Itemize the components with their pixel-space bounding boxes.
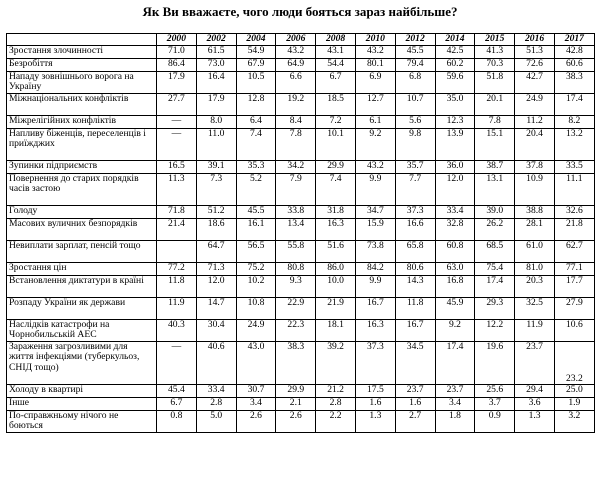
table-row [7,46,595,59]
table-row [7,385,595,398]
value-cell: 7.4 [236,129,276,161]
value-cell: 8.2 [554,116,594,129]
value-cell: 21.9 [316,298,356,320]
value-cell: 29.3 [475,298,515,320]
value-cell: 32.6 [554,206,594,219]
row-label: Інше [7,398,157,411]
row-label: Розпаду України як держави [7,298,157,320]
value-cell: 16.6 [395,219,435,241]
value-cell: 17.4 [554,94,594,116]
value-cell: 37.3 [355,342,395,385]
value-cell: 17.4 [435,342,475,385]
value-cell: 9.8 [395,129,435,161]
value-cell: 5.0 [196,411,236,433]
row-label: По-справжньому нічого не боються [7,411,157,433]
value-cell: 1.3 [515,411,555,433]
row-label: Напливу біженців, переселенців і приїжджих [7,129,157,161]
value-cell: 65.8 [395,241,435,263]
value-cell: 29.9 [276,385,316,398]
value-cell: 1.6 [355,398,395,411]
value-cell: 24.9 [236,320,276,342]
value-cell: 19.2 [276,94,316,116]
value-cell: 27.9 [554,298,594,320]
value-cell: 60.6 [554,59,594,72]
value-cell: 3.2 [554,411,594,433]
value-cell: 17.5 [355,385,395,398]
value-cell: 6.4 [236,116,276,129]
value-cell: 51.6 [316,241,356,263]
value-cell: 11.0 [196,129,236,161]
value-cell: 7.8 [276,129,316,161]
value-cell: 84.2 [355,263,395,276]
value-cell: 56.5 [236,241,276,263]
value-cell: 34.7 [355,206,395,219]
value-cell: 12.0 [435,174,475,206]
value-cell: 43.0 [236,342,276,385]
value-cell: 7.4 [316,174,356,206]
row-label: Зростання злочинності [7,46,157,59]
value-cell: 11.2 [515,116,555,129]
table-row [7,174,595,206]
table-row [7,116,595,129]
row-label: Голоду [7,206,157,219]
value-cell: 20.4 [515,129,555,161]
value-cell: 13.4 [276,219,316,241]
value-cell: 72.6 [515,59,555,72]
value-cell: 33.4 [435,206,475,219]
value-cell: 11.8 [395,298,435,320]
value-cell: 38.3 [554,72,594,94]
value-cell: 79.4 [395,59,435,72]
table-row [7,298,595,320]
value-cell: 75.4 [475,263,515,276]
value-cell: 11.1 [554,174,594,206]
value-cell: 10.6 [554,320,594,342]
value-cell: 6.7 [157,398,197,411]
value-cell: 15.1 [475,129,515,161]
year-header: 2012 [395,34,435,46]
value-cell: 34.2 [276,161,316,174]
year-header: 2000 [157,34,197,46]
table-row [7,241,595,263]
value-cell: — [157,129,197,161]
value-cell: 16.7 [395,320,435,342]
table-header-row [7,34,595,46]
value-cell: 60.8 [435,241,475,263]
value-cell: 54.4 [316,59,356,72]
value-cell: 2.7 [395,411,435,433]
value-cell: 22.3 [276,320,316,342]
value-cell: 42.5 [435,46,475,59]
value-cell: 5.6 [395,116,435,129]
value-cell: 2.8 [196,398,236,411]
row-label: Зупинки підприємств [7,161,157,174]
value-cell: 86.0 [316,263,356,276]
value-cell: 16.3 [355,320,395,342]
value-cell: 6.6 [276,72,316,94]
value-cell: 40.6 [196,342,236,385]
year-header: 2016 [515,34,555,46]
value-cell: 21.4 [157,219,197,241]
value-cell: 7.2 [316,116,356,129]
value-cell: 17.7 [554,276,594,298]
row-label: Безробіття [7,59,157,72]
value-cell: 3.4 [435,398,475,411]
value-cell: 80.6 [395,263,435,276]
value-cell: 43.1 [316,46,356,59]
value-cell: 2.6 [276,411,316,433]
row-label: Міжрелігійних конфліктів [7,116,157,129]
value-cell: 51.8 [475,72,515,94]
table-row [7,342,595,385]
value-cell: 33.8 [276,206,316,219]
value-cell: 14.7 [196,298,236,320]
value-cell: 13.1 [475,174,515,206]
table-row [7,129,595,161]
value-cell: 6.1 [355,116,395,129]
value-cell: 29.4 [515,385,555,398]
value-cell: 9.2 [355,129,395,161]
value-cell: 45.5 [395,46,435,59]
value-cell: 33.5 [554,161,594,174]
row-label: Холоду в квартирі [7,385,157,398]
value-cell: 3.6 [515,398,555,411]
value-cell: 70.3 [475,59,515,72]
value-cell: 21.8 [554,219,594,241]
value-cell: 11.3 [157,174,197,206]
value-cell: 73.8 [355,241,395,263]
value-cell: 21.2 [316,385,356,398]
value-cell: 10.0 [316,276,356,298]
value-cell: 17.9 [157,72,197,94]
value-cell: 41.3 [475,46,515,59]
value-cell: 67.9 [236,59,276,72]
value-cell: 1.8 [435,411,475,433]
value-cell: 32.8 [435,219,475,241]
value-cell: 1.9 [554,398,594,411]
table-row [7,411,595,433]
value-cell: 2.1 [276,398,316,411]
value-cell: 39.2 [316,342,356,385]
value-cell: 34.5 [395,342,435,385]
row-label: Міжнаціональних конфліктів [7,94,157,116]
value-cell: 24.9 [515,94,555,116]
page-title: Як Ви вважаєте, чого люди бояться зараз найбільше? [142,4,458,19]
value-cell: 16.7 [355,298,395,320]
value-cell: 42.8 [554,46,594,59]
value-cell: 71.0 [157,46,197,59]
year-header: 2004 [236,34,276,46]
value-cell: 55.8 [276,241,316,263]
value-cell: 28.1 [515,219,555,241]
value-cell: 7.3 [196,174,236,206]
value-cell: 25.6 [475,385,515,398]
table-row [7,59,595,72]
value-cell: 51.2 [196,206,236,219]
value-cell: 86.4 [157,59,197,72]
value-cell: 73.0 [196,59,236,72]
value-cell: 6.9 [355,72,395,94]
value-cell: 43.2 [355,46,395,59]
value-cell: 38.8 [515,206,555,219]
value-cell: 16.5 [157,161,197,174]
value-cell: 75.2 [236,263,276,276]
year-header: 2006 [276,34,316,46]
value-cell: 30.7 [236,385,276,398]
value-cell: 11.9 [157,298,197,320]
value-cell: 80.1 [355,59,395,72]
value-cell: 3.4 [236,398,276,411]
year-header: 2010 [355,34,395,46]
value-cell: 17.9 [196,94,236,116]
value-cell: 35.7 [395,161,435,174]
row-label: Зараження загрозливими для життя інфекціями (туберкульоз, СНІД тощо) [7,342,157,385]
value-cell: 9.9 [355,174,395,206]
value-cell: 0.9 [475,411,515,433]
value-cell: 12.7 [355,94,395,116]
table-row [7,94,595,116]
header-corner-cell [7,34,157,46]
value-cell: 42.7 [515,72,555,94]
value-cell: 45.4 [157,385,197,398]
year-header: 2014 [435,34,475,46]
value-cell: 6.7 [316,72,356,94]
year-header: 2017 [554,34,594,46]
value-cell: 38.3 [276,342,316,385]
value-cell: 77.2 [157,263,197,276]
table-row [7,263,595,276]
value-cell: 45.5 [236,206,276,219]
value-cell: 13.2 [554,129,594,161]
value-cell: 64.9 [276,59,316,72]
value-cell: 37.3 [395,206,435,219]
row-label: Нападу зовнішнього ворога на Україну [7,72,157,94]
value-cell: 18.6 [196,219,236,241]
value-cell: 18.1 [316,320,356,342]
value-cell: 9.9 [355,276,395,298]
value-cell: 40.3 [157,320,197,342]
value-cell: — [157,116,197,129]
value-cell: 23.7 [515,342,555,385]
table-row [7,398,595,411]
value-cell: 51.3 [515,46,555,59]
value-cell: 23.2 [554,342,594,385]
value-cell: 16.4 [196,72,236,94]
value-cell: 54.9 [236,46,276,59]
fears-table [6,33,595,433]
value-cell: 0.8 [157,411,197,433]
value-cell: 23.7 [395,385,435,398]
value-cell: 30.4 [196,320,236,342]
value-cell: 20.3 [515,276,555,298]
value-cell: 32.5 [515,298,555,320]
value-cell: 12.8 [236,94,276,116]
value-cell: 35.0 [435,94,475,116]
value-cell: 81.0 [515,263,555,276]
value-cell: 10.9 [515,174,555,206]
value-cell [157,241,197,263]
year-header: 2015 [475,34,515,46]
value-cell: 1.6 [395,398,435,411]
value-cell: 17.4 [475,276,515,298]
value-cell: 1.3 [355,411,395,433]
value-cell: 71.8 [157,206,197,219]
value-cell: 29.9 [316,161,356,174]
row-label: Зростання цін [7,263,157,276]
row-label: Масових вуличних безпорядків [7,219,157,241]
value-cell: 12.3 [435,116,475,129]
value-cell: 2.2 [316,411,356,433]
value-cell: 9.3 [276,276,316,298]
value-cell: 37.8 [515,161,555,174]
value-cell: 61.5 [196,46,236,59]
value-cell: 36.0 [435,161,475,174]
value-cell: 26.2 [475,219,515,241]
value-cell: 10.2 [236,276,276,298]
table-row [7,72,595,94]
value-cell: 63.0 [435,263,475,276]
value-cell: 2.8 [316,398,356,411]
value-cell: 38.7 [475,161,515,174]
value-cell: 59.6 [435,72,475,94]
value-cell: 27.7 [157,94,197,116]
value-cell: 71.3 [196,263,236,276]
year-header: 2002 [196,34,236,46]
value-cell: 10.1 [316,129,356,161]
value-cell: 10.7 [395,94,435,116]
value-cell: 12.0 [196,276,236,298]
value-cell: 13.9 [435,129,475,161]
value-cell: 45.9 [435,298,475,320]
value-cell: 2.6 [236,411,276,433]
value-cell: 10.8 [236,298,276,320]
value-cell: 80.8 [276,263,316,276]
value-cell: 18.5 [316,94,356,116]
table-row [7,320,595,342]
value-cell: 33.4 [196,385,236,398]
value-cell: 7.9 [276,174,316,206]
value-cell: 3.7 [475,398,515,411]
table-row [7,206,595,219]
value-cell: 77.1 [554,263,594,276]
value-cell: 61.0 [515,241,555,263]
value-cell: 6.8 [395,72,435,94]
year-header: 2008 [316,34,356,46]
value-cell: 8.4 [276,116,316,129]
table-row [7,161,595,174]
value-cell: 15.9 [355,219,395,241]
value-cell: 60.2 [435,59,475,72]
value-cell: 62.7 [554,241,594,263]
table-row [7,276,595,298]
value-cell: 9.2 [435,320,475,342]
value-cell: 39.1 [196,161,236,174]
row-label: Наслідків катастрофи на Чорнобильській АЕС [7,320,157,342]
value-cell: 64.7 [196,241,236,263]
value-cell: 20.1 [475,94,515,116]
value-cell: 7.7 [395,174,435,206]
value-cell: 16.1 [236,219,276,241]
value-cell: 35.3 [236,161,276,174]
value-cell: 12.2 [475,320,515,342]
value-cell: 19.6 [475,342,515,385]
value-cell: 39.0 [475,206,515,219]
value-cell: 16.3 [316,219,356,241]
value-cell: 43.2 [355,161,395,174]
value-cell: 5.2 [236,174,276,206]
row-label: Встановлення диктатури в країні [7,276,157,298]
value-cell: 11.9 [515,320,555,342]
value-cell: 11.8 [157,276,197,298]
row-label: Невиплати зарплат, пенсій тощо [7,241,157,263]
value-cell: 31.8 [316,206,356,219]
value-cell: — [157,342,197,385]
table-row [7,219,595,241]
value-cell: 10.5 [236,72,276,94]
value-cell: 25.0 [554,385,594,398]
row-label: Повернення до старих порядків часів застою [7,174,157,206]
value-cell: 23.7 [435,385,475,398]
value-cell: 22.9 [276,298,316,320]
value-cell: 68.5 [475,241,515,263]
value-cell: 8.0 [196,116,236,129]
value-cell: 14.3 [395,276,435,298]
value-cell: 16.8 [435,276,475,298]
value-cell: 43.2 [276,46,316,59]
value-cell: 7.8 [475,116,515,129]
